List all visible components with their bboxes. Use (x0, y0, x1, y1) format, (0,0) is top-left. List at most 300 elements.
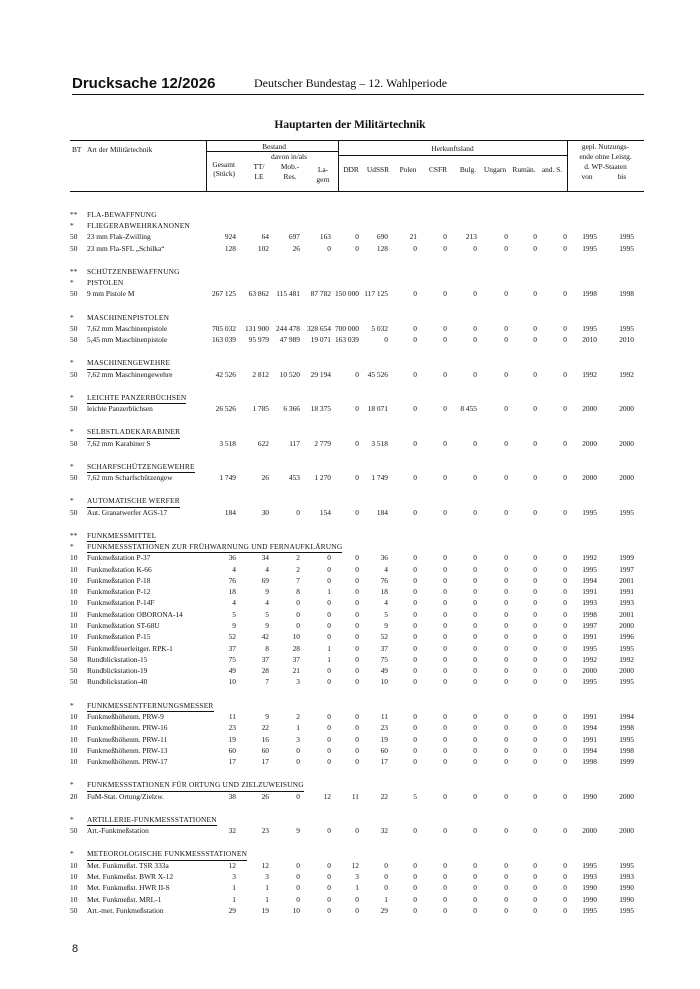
cell-csfr: 0 (443, 711, 447, 721)
section-gap (70, 449, 644, 461)
cell-ddr: 0 (355, 666, 359, 676)
cell-polen: 21 (409, 232, 417, 242)
cell-ddr: 0 (355, 757, 359, 767)
cell-udssr: 60 (380, 745, 388, 755)
table-title: Hauptarten der Militärtechnik (274, 119, 426, 131)
table-row (70, 860, 644, 871)
cell-ungarn: 0 (504, 243, 508, 253)
cell-rumaen: 0 (533, 643, 537, 653)
cell-andere: 0 (563, 553, 567, 563)
category-heading (70, 530, 644, 541)
cell-mob-res: 8 (296, 587, 300, 597)
cell-von: 1995 (582, 564, 597, 574)
cell-polen: 0 (413, 905, 417, 915)
cell-lagern: 87 782 (310, 289, 331, 299)
cell-andere: 0 (563, 335, 567, 345)
cell-csfr: 0 (443, 791, 447, 801)
cell-bis: 2000 (619, 404, 634, 414)
drucksache-number: Drucksache 12/2026 (72, 75, 216, 92)
cell-gesamt: 38 (228, 791, 236, 801)
cell-andere: 0 (563, 438, 567, 448)
cell-mob-res: 26 (292, 243, 300, 253)
cell-rumaen: 0 (533, 654, 537, 664)
cell-art: Funkmeßstation P-15 (87, 632, 151, 642)
cell-art: Funkmeßstation OBORONA-14 (87, 609, 183, 619)
col-davon: davon in/als (271, 152, 307, 161)
cell-tt-le: 9 (265, 587, 269, 597)
cell-andere: 0 (563, 564, 567, 574)
cell-bulg: 0 (473, 871, 477, 881)
cell-bt: 50 (70, 654, 78, 664)
cell-bulg: 0 (473, 643, 477, 653)
cell-tt-le: 34 (261, 553, 269, 563)
cell-bt: 10 (70, 883, 78, 893)
cell-lagern: 154 (319, 507, 331, 517)
cell-von: 1990 (582, 883, 597, 893)
cell-ungarn: 0 (504, 323, 508, 333)
cell-udssr: 10 (380, 677, 388, 687)
cell-lagern: 0 (327, 723, 331, 733)
heading-text: SELBSTLADEKARABINER (87, 426, 180, 438)
cell-von: 1995 (582, 232, 597, 242)
cell-mob-res: 117 (289, 438, 300, 448)
cell-bis: 1999 (619, 553, 634, 563)
cell-bis: 1992 (619, 654, 634, 664)
cell-lagern: 0 (327, 871, 331, 881)
cell-gesamt: 3 518 (219, 438, 236, 448)
heading-marker: * (70, 461, 74, 471)
cell-gesamt: 4 (232, 598, 236, 608)
category-heading (70, 209, 644, 220)
cell-andere: 0 (563, 723, 567, 733)
cell-ungarn: 0 (504, 575, 508, 585)
cell-gesamt: 36 (228, 553, 236, 563)
cell-lagern: 18 375 (310, 404, 331, 414)
cell-bt: 10 (70, 860, 78, 870)
section-gap (70, 414, 644, 426)
subcategory-heading (70, 220, 644, 231)
cell-tt-le: 9 (265, 711, 269, 721)
cell-polen: 0 (413, 734, 417, 744)
cell-von: 1993 (582, 871, 597, 881)
cell-bt: 50 (70, 643, 78, 653)
cell-lagern: 0 (327, 621, 331, 630)
cell-polen: 0 (413, 335, 417, 345)
cell-polen: 0 (413, 598, 417, 608)
col-tt: TT/ (253, 162, 265, 171)
cell-bt: 50 (70, 243, 78, 253)
cell-udssr: 37 (380, 643, 388, 653)
bundestag-title: Deutscher Bundestag – 12. Wahlperiode (254, 76, 448, 90)
cell-andere: 0 (563, 621, 567, 630)
section-gap (70, 836, 644, 848)
cell-mob-res: 7 (296, 575, 300, 585)
cell-von: 1995 (582, 507, 597, 517)
cell-rumaen: 0 (533, 745, 537, 755)
heading-marker: * (70, 427, 74, 437)
heading-text: SCHÜTZENBEWAFFNUNG (87, 266, 180, 276)
cell-bulg: 0 (473, 438, 477, 448)
cell-mob-res: 244 478 (275, 323, 300, 333)
cell-mob-res: 21 (292, 666, 300, 676)
table-row (70, 609, 644, 620)
cell-bulg: 0 (473, 894, 477, 904)
cell-udssr: 0 (384, 871, 388, 881)
cell-bulg: 0 (473, 553, 477, 563)
cell-tt-le: 60 (261, 745, 269, 755)
cell-art: Funkmeßstation K-66 (87, 564, 152, 574)
cell-gesamt: 26 526 (215, 404, 236, 414)
cell-bulg: 0 (473, 243, 477, 253)
cell-ungarn: 0 (504, 757, 508, 767)
cell-mob-res: 2 (296, 564, 300, 574)
cell-tt-le: 69 (261, 575, 269, 585)
cell-gesamt: 29 (228, 905, 236, 915)
table-row (70, 894, 644, 905)
cell-ungarn: 0 (504, 643, 508, 653)
cell-lagern: 328 654 (306, 323, 331, 333)
cell-lagern: 2 779 (314, 438, 331, 448)
cell-ungarn: 0 (504, 598, 508, 608)
table-row (70, 665, 644, 676)
col-le: LE (254, 172, 264, 181)
cell-bulg: 0 (473, 905, 477, 915)
cell-andere: 0 (563, 632, 567, 642)
cell-andere: 0 (563, 587, 567, 597)
cell-ddr: 0 (355, 711, 359, 721)
cell-gesamt: 12 (228, 860, 236, 870)
table-row (70, 791, 644, 802)
cell-andere: 0 (563, 232, 567, 242)
cell-udssr: 5 (384, 609, 388, 619)
cell-mob-res: 0 (296, 860, 300, 870)
cell-ddr: 0 (355, 507, 359, 517)
heading-marker: * (70, 849, 74, 859)
subcategory-heading (70, 357, 644, 368)
cell-bulg: 0 (473, 711, 477, 721)
cell-bis: 1998 (619, 723, 634, 733)
heading-text: ARTILLERIE-FUNKMESSSTATIONEN (87, 814, 217, 826)
cell-bt: 50 (70, 323, 78, 333)
cell-ungarn: 0 (504, 894, 508, 904)
cell-bulg: 0 (473, 826, 477, 836)
cell-lagern: 0 (327, 564, 331, 574)
cell-csfr: 0 (443, 609, 447, 619)
cell-bulg: 213 (465, 232, 477, 242)
cell-polen: 0 (413, 621, 417, 630)
cell-rumaen: 0 (533, 734, 537, 744)
cell-gesamt: 60 (228, 745, 236, 755)
cell-bis: 1995 (619, 243, 634, 253)
cell-rumaen: 0 (533, 757, 537, 767)
cell-bis: 1992 (619, 369, 634, 379)
cell-bt: 20 (70, 791, 78, 801)
cell-tt-le: 16 (261, 734, 269, 744)
cell-andere: 0 (563, 860, 567, 870)
cell-bulg: 0 (473, 757, 477, 767)
cell-bulg: 0 (473, 883, 477, 893)
subcategory-heading (70, 700, 644, 711)
cell-udssr: 5 032 (371, 323, 388, 333)
heading-marker: * (70, 221, 74, 231)
cell-von: 1992 (582, 553, 597, 563)
cell-ungarn: 0 (504, 826, 508, 836)
subcategory-heading (70, 426, 644, 437)
table-column-header (70, 140, 644, 192)
cell-mob-res: 0 (296, 745, 300, 755)
cell-rumaen: 0 (533, 438, 537, 448)
cell-bt: 50 (70, 905, 78, 915)
heading-text: PISTOLEN (87, 278, 124, 288)
cell-bt: 50 (70, 289, 78, 299)
cell-art: 7,62 mm Maschinenpistole (87, 323, 168, 333)
cell-art: Funkmeßstation P-18 (87, 575, 151, 585)
cell-ddr: 0 (355, 643, 359, 653)
cell-bis: 2001 (619, 575, 634, 585)
cell-ddr: 0 (355, 243, 359, 253)
cell-art: Rundblickstation-19 (87, 666, 148, 676)
cell-tt-le: 1 (265, 883, 269, 893)
cell-ddr: 0 (355, 575, 359, 585)
cell-polen: 0 (413, 632, 417, 642)
col-bis: bis (617, 172, 627, 181)
cell-udssr: 36 (380, 553, 388, 563)
cell-ungarn: 0 (504, 404, 508, 414)
cell-mob-res: 3 (296, 734, 300, 744)
cell-bt: 10 (70, 575, 78, 585)
cell-ungarn: 0 (504, 677, 508, 687)
cell-andere: 0 (563, 711, 567, 721)
col-bt: BT (72, 145, 82, 154)
cell-ddr: 0 (355, 905, 359, 915)
heading-marker: * (70, 358, 74, 368)
cell-art: Funkmeßstation P-12 (87, 587, 151, 597)
heading-marker: * (70, 392, 74, 402)
col-nutzung-1: gepl. Nutzungs- (581, 142, 630, 151)
cell-lagern: 0 (327, 860, 331, 870)
cell-lagern: 0 (327, 905, 331, 915)
cell-art: Met. Funkmeßst. HWR II-S (87, 883, 170, 893)
cell-bis: 1995 (619, 905, 634, 915)
cell-mob-res: 697 (288, 232, 300, 242)
cell-bulg: 0 (473, 632, 477, 642)
cell-mob-res: 0 (296, 883, 300, 893)
cell-gesamt: 184 (224, 507, 236, 517)
cell-mob-res: 0 (296, 609, 300, 619)
cell-rumaen: 0 (533, 473, 537, 483)
cell-udssr: 23 (380, 723, 388, 733)
cell-rumaen: 0 (533, 553, 537, 563)
cell-art: 7,62 mm Scharfschützengew (87, 473, 173, 483)
cell-csfr: 0 (443, 826, 447, 836)
cell-lagern: 0 (327, 711, 331, 721)
cell-mob-res: 0 (296, 894, 300, 904)
cell-polen: 0 (413, 883, 417, 893)
cell-csfr: 0 (443, 677, 447, 687)
cell-bulg: 0 (473, 507, 477, 517)
cell-ungarn: 0 (504, 473, 508, 483)
table-row (70, 882, 644, 893)
cell-polen: 0 (413, 243, 417, 253)
cell-csfr: 0 (443, 473, 447, 483)
heading-text: FLIEGERABWEHRKANONEN (87, 221, 190, 231)
cell-ddr: 0 (355, 404, 359, 414)
cell-bt: 10 (70, 598, 78, 608)
col-von: von (581, 172, 593, 181)
cell-ungarn: 0 (504, 232, 508, 242)
heading-text: FLA-BEWAFFNUNG (87, 210, 157, 219)
col-gesamt: Gesamt (212, 160, 235, 169)
cell-bulg: 8 455 (460, 404, 477, 414)
cell-rumaen: 0 (533, 609, 537, 619)
cell-tt-le: 7 (265, 677, 269, 687)
cell-bis: 1995 (619, 643, 634, 653)
cell-rumaen: 0 (533, 711, 537, 721)
cell-ungarn: 0 (504, 621, 508, 630)
cell-andere: 0 (563, 883, 567, 893)
cell-art: 23 mm Flak-Zwilling (87, 232, 151, 242)
section-gap (70, 345, 644, 357)
col-stueck: (Stück) (213, 169, 235, 178)
cell-rumaen: 0 (533, 335, 537, 345)
cell-gesamt: 267 125 (211, 289, 236, 299)
col-nutzung-2: ende ohne Leistg. (579, 152, 632, 161)
cell-lagern: 0 (327, 666, 331, 676)
cell-von: 1993 (582, 598, 597, 608)
cell-csfr: 0 (443, 564, 447, 574)
cell-mob-res: 28 (292, 643, 300, 653)
cell-art: Funkmeßfeuerleitger. RPK-1 (87, 643, 173, 653)
cell-ddr: 0 (355, 553, 359, 563)
cell-ddr: 0 (355, 587, 359, 597)
cell-tt-le: 1 (265, 894, 269, 904)
cell-polen: 0 (413, 666, 417, 676)
cell-lagern: 1 (327, 654, 331, 664)
col-la: La- (317, 165, 329, 174)
cell-andere: 0 (563, 745, 567, 755)
cell-ungarn: 0 (504, 791, 508, 801)
heading-text: MASCHINENGEWEHRE (87, 357, 170, 369)
cell-von: 1990 (582, 791, 597, 801)
cell-bis: 1998 (619, 289, 634, 299)
cell-ddr: 0 (355, 745, 359, 755)
cell-ddr: 0 (355, 723, 359, 733)
cell-bulg: 0 (473, 609, 477, 619)
cell-csfr: 0 (443, 243, 447, 253)
cell-ddr: 0 (355, 609, 359, 619)
cell-polen: 0 (413, 723, 417, 733)
heading-text: LEICHTE PANZERBÜCHSEN (87, 392, 186, 404)
cell-udssr: 1 749 (371, 473, 388, 483)
cell-rumaen: 0 (533, 677, 537, 687)
cell-ungarn: 0 (504, 745, 508, 755)
cell-rumaen: 0 (533, 905, 537, 915)
cell-bis: 1997 (619, 564, 634, 574)
cell-bis: 1991 (619, 587, 634, 597)
cell-andere: 0 (563, 575, 567, 585)
cell-andere: 0 (563, 757, 567, 767)
cell-bt: 10 (70, 632, 78, 642)
cell-tt-le: 37 (261, 654, 269, 664)
cell-mob-res: 9 (296, 826, 300, 836)
cell-polen: 0 (413, 745, 417, 755)
subcategory-heading (70, 392, 644, 403)
col-rumaen: Rumän. (512, 165, 536, 174)
cell-mob-res: 37 (292, 654, 300, 664)
cell-ddr: 0 (355, 598, 359, 608)
cell-udssr: 52 (380, 632, 388, 642)
cell-polen: 0 (413, 711, 417, 721)
heading-text: FUNKMESSSTATIONEN ZUR FRÜHWARNUNG UND FERNAUFKLÄRUNG (87, 541, 342, 553)
cell-bis: 1990 (619, 894, 634, 904)
cell-tt-le: 8 (265, 643, 269, 653)
cell-tt-le: 26 (261, 473, 269, 483)
cell-bt: 10 (70, 757, 78, 767)
heading-marker: ** (70, 210, 78, 219)
cell-bis: 1995 (619, 323, 634, 333)
cell-ddr: 0 (355, 232, 359, 242)
subcategory-heading (70, 277, 644, 288)
table-row (70, 438, 644, 449)
subcategory-heading (70, 779, 644, 790)
cell-lagern: 0 (327, 677, 331, 687)
cell-csfr: 0 (443, 905, 447, 915)
section-gap (70, 802, 644, 814)
cell-csfr: 0 (443, 621, 447, 630)
cell-andere: 0 (563, 404, 567, 414)
cell-bt: 10 (70, 894, 78, 904)
cell-ungarn: 0 (504, 507, 508, 517)
cell-gesamt: 9 (232, 621, 236, 630)
cell-rumaen: 0 (533, 232, 537, 242)
subcategory-heading (70, 814, 644, 825)
cell-gesamt: 17 (228, 757, 236, 767)
cell-ddr: 0 (355, 826, 359, 836)
cell-gesamt: 37 (228, 643, 236, 653)
cell-csfr: 0 (443, 507, 447, 517)
section-gap (70, 483, 644, 495)
cell-andere: 0 (563, 643, 567, 653)
cell-csfr: 0 (443, 734, 447, 744)
heading-text: SCHARFSCHÜTZENGEWEHRE (87, 461, 195, 473)
col-gern: gern (316, 175, 330, 184)
cell-csfr: 0 (443, 723, 447, 733)
heading-text: FUNKMESSMITTEL (87, 530, 156, 542)
cell-bis: 1990 (619, 883, 634, 893)
cell-lagern: 0 (327, 757, 331, 767)
cell-bulg: 0 (473, 621, 477, 630)
section-gap (70, 254, 644, 266)
heading-marker: * (70, 542, 74, 552)
cell-udssr: 18 (380, 587, 388, 597)
cell-rumaen: 0 (533, 860, 537, 870)
cell-von: 1995 (582, 905, 597, 915)
cell-art: 9 mm Pistole M (87, 289, 135, 299)
cell-bis: 1995 (619, 734, 634, 744)
cell-gesamt: 52 (228, 632, 236, 642)
cell-von: 1991 (582, 711, 597, 721)
cell-lagern: 0 (327, 745, 331, 755)
cell-udssr: 9 (384, 621, 388, 630)
cell-polen: 0 (413, 587, 417, 597)
cell-andere: 0 (563, 369, 567, 379)
cell-von: 1997 (582, 621, 597, 630)
cell-bulg: 0 (473, 323, 477, 333)
cell-bulg: 0 (473, 654, 477, 664)
cell-rumaen: 0 (533, 666, 537, 676)
cell-gesamt: 1 (232, 894, 236, 904)
cell-polen: 0 (413, 826, 417, 836)
